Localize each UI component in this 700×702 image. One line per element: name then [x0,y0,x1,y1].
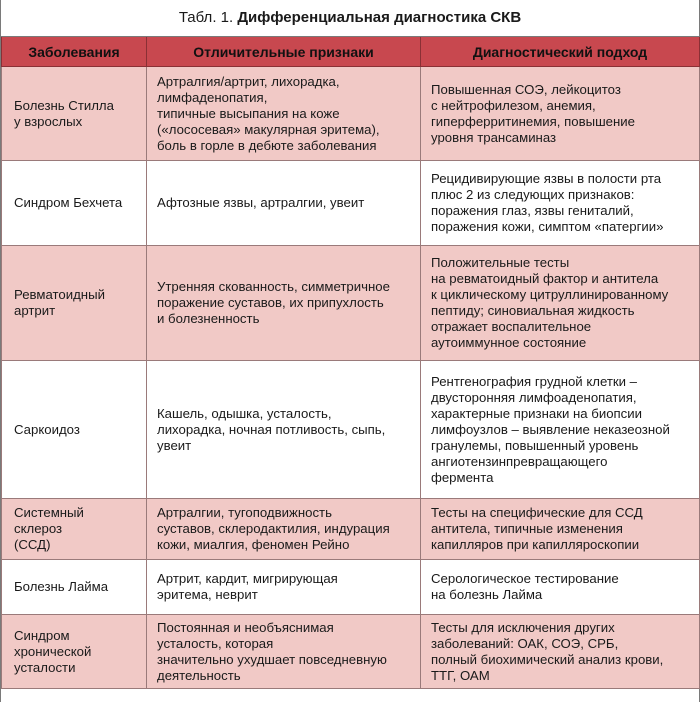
column-header-approach: Диагностический подход [421,37,700,67]
approach-cell: Рентгенография грудной клетки – двусторонняя лимфоаденопатия, характерные признаки на биопсии лимфоузлов – выявление неказеозной гранулемы, повышенный уровень ангиотензинпревращающего фермента [421,361,700,499]
disease-cell: Болезнь Стилла у взрослых [2,67,147,161]
approach-cell: Повышенная СОЭ, лейкоцитоз с нейтрофилезом, анемия, гиперферритинемия, повышение уровня трансаминаз [421,67,700,161]
table-caption [1,0,699,37]
features-cell: Афтозные язвы, артралгии, увеит [147,161,421,246]
approach-cell: Тесты для исключения других заболеваний: ОАК, СОЭ, СРБ, полный биохимический анализ крови, ТТГ, ОАМ [421,615,700,689]
approach-cell: Рецидивирующие язвы в полости рта плюс 2 из следующих признаков: поражения глаз, язвы гениталий, поражения кожи, симптом «патергии» [421,161,700,246]
disease-cell: Болезнь Лайма [2,560,147,615]
disease-cell: Системный склероз (ССД) [2,499,147,560]
differential-diagnosis-table [1,37,700,689]
features-cell: Постоянная и необъяснимая усталость, которая значительно ухудшает повседневную деятельность [147,615,421,689]
disease-cell: Синдром хронической усталости [2,615,147,689]
approach-cell: Тесты на специфические для ССД антитела, типичные изменения капилляров при капилляроскопии [421,499,700,560]
table-row [2,67,700,161]
disease-cell: Синдром Бехчета [2,161,147,246]
table-row [2,161,700,246]
table-row [2,560,700,615]
column-header-features: Отличительные признаки [147,37,421,67]
features-cell: Кашель, одышка, усталость, лихорадка, ночная потливость, сыпь, увеит [147,361,421,499]
features-cell: Артралгии, тугоподвижность суставов, склеродактилия, индурация кожи, миалгия, феномен Рейно [147,499,421,560]
features-cell: Утренняя скованность, симметричное поражение суставов, их припухлость и болезненность [147,246,421,361]
features-cell: Артралгия/артрит, лихорадка, лимфаденопатия, типичные высыпания на коже («лососевая» макулярная эритема), боль в горле в дебюте заболевания [147,67,421,161]
table-row [2,361,700,499]
disease-cell: Ревматоидный артрит [2,246,147,361]
features-cell: Артрит, кардит, мигрирующая эритема, неврит [147,560,421,615]
column-header-disease: Заболевания [2,37,147,67]
table-row [2,246,700,361]
table-row [2,499,700,560]
table-header-row [2,37,700,67]
caption-title: Дифференциальная диагностика СКВ [237,9,522,26]
approach-cell: Серологическое тестирование на болезнь Лайма [421,560,700,615]
approach-cell: Положительные тесты на ревматоидный фактор и антитела к циклическому цитруллинированному пептиду; синовиальная жидкость отражает воспалительное аутоиммунное состояние [421,246,700,361]
caption-prefix: Табл. 1. [178,9,234,26]
table-row [2,615,700,689]
disease-cell: Саркоидоз [2,361,147,499]
